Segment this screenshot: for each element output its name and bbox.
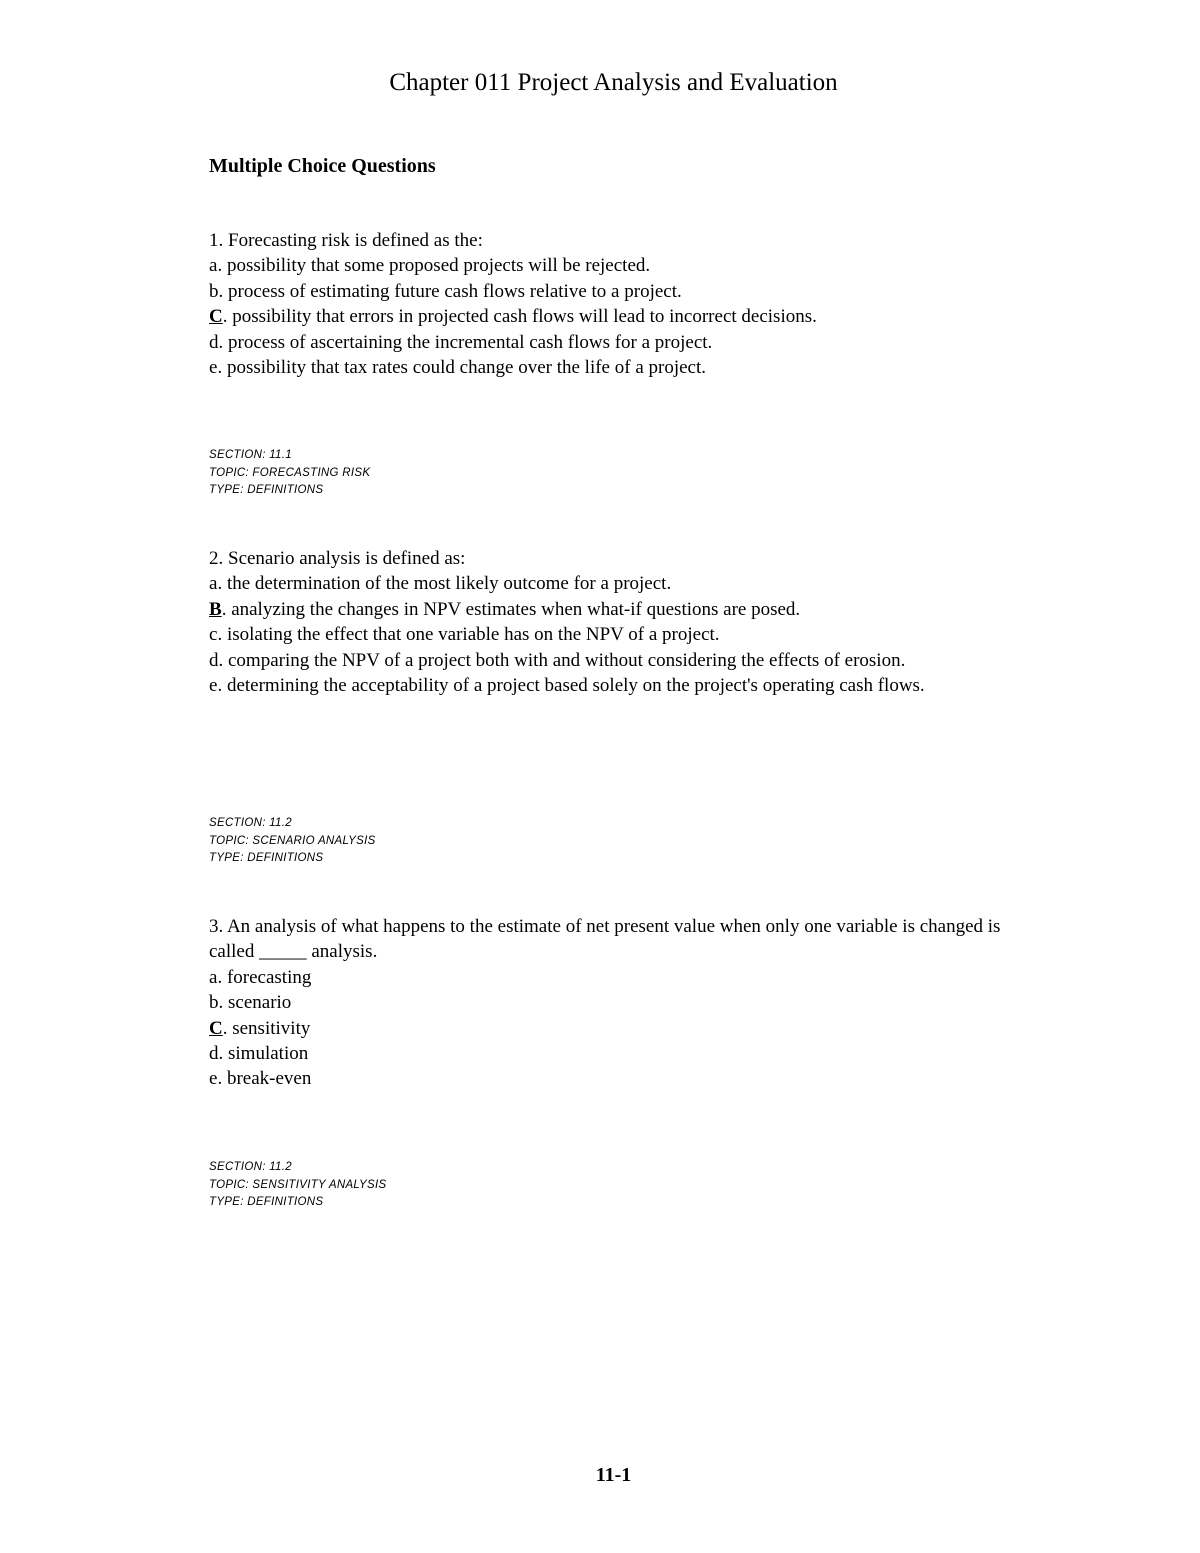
question-1 — [209, 228, 1029, 380]
meta-section: SECTION: 11.2 — [209, 1161, 292, 1173]
option-text: . process of estimating future cash flows relative to a project. — [218, 280, 682, 302]
option-text: . isolating the effect that one variable has on the NPV of a project. — [217, 624, 720, 646]
meta-section: SECTION: 11.2 — [209, 817, 292, 829]
question-2-metadata — [209, 815, 376, 868]
question-3-metadata — [209, 1159, 386, 1212]
meta-type: TYPE: DEFINITIONS — [209, 484, 324, 496]
option-text: . possibility that some proposed projects will be rejected. — [217, 255, 651, 277]
answer-option — [209, 1041, 1029, 1066]
answer-option — [209, 990, 1029, 1015]
question-2 — [209, 546, 1029, 698]
option-text: . simulation — [218, 1043, 309, 1065]
meta-type: TYPE: DEFINITIONS — [209, 852, 324, 864]
page-title: Chapter 011 Project Analysis and Evaluation — [389, 69, 838, 96]
correct-option-letter: C — [209, 306, 223, 328]
option-text: . the determination of the most likely outcome for a project. — [217, 573, 672, 595]
meta-section: SECTION: 11.1 — [209, 449, 292, 461]
option-letter: d — [209, 1043, 219, 1065]
question-stem: 1. Forecasting risk is defined as the: — [209, 230, 483, 251]
answer-option-correct — [209, 597, 1029, 622]
option-text: . sensitivity — [222, 1017, 311, 1039]
question-stem: 2. Scenario analysis is defined as: — [209, 548, 466, 569]
section-heading: Multiple Choice Questions — [209, 155, 436, 177]
answer-option — [209, 571, 1029, 596]
answer-option — [209, 253, 1029, 278]
option-letter: c — [209, 624, 218, 646]
answer-option — [209, 355, 1029, 380]
option-letter: e — [209, 1068, 218, 1090]
option-letter: d — [209, 649, 219, 671]
option-text: . scenario — [218, 992, 292, 1014]
correct-option-letter: B — [209, 598, 222, 620]
answer-option — [209, 622, 1029, 647]
option-text: . possibility that tax rates could change over the life of a project. — [217, 357, 707, 379]
answer-option — [209, 330, 1029, 355]
answer-option — [209, 965, 1029, 990]
option-text: . possibility that errors in projected cash flows will lead to incorrect decisions. — [222, 306, 817, 328]
question-1-metadata — [209, 447, 370, 500]
option-text: . forecasting — [217, 966, 312, 988]
option-letter: a — [209, 966, 218, 988]
option-letter: d — [209, 331, 219, 353]
correct-option-letter: C — [209, 1017, 223, 1039]
answer-option — [209, 1066, 1029, 1091]
meta-type: TYPE: DEFINITIONS — [209, 1196, 324, 1208]
option-letter: e — [209, 357, 218, 379]
answer-option-correct — [209, 304, 1029, 329]
answer-option — [209, 673, 1029, 698]
page-number: 11-1 — [595, 1464, 632, 1486]
answer-option-correct — [209, 1016, 1029, 1041]
option-text: . analyzing the changes in NPV estimates when what-if questions are posed. — [221, 598, 801, 620]
answer-option — [209, 648, 1029, 673]
option-letter: a — [209, 573, 218, 595]
meta-topic: TOPIC: SENSITIVITY ANALYSIS — [209, 1178, 387, 1191]
answer-option — [209, 279, 1029, 304]
option-text: . break-even — [217, 1068, 312, 1090]
option-letter: b — [209, 992, 219, 1014]
meta-topic: TOPIC: SCENARIO ANALYSIS — [209, 834, 376, 847]
option-text: . process of ascertaining the incremental cash flows for a project. — [218, 331, 713, 353]
option-letter: e — [209, 675, 218, 697]
question-stem: 3. An analysis of what happens to the estimate of net present value when only one variable is changed is called _____ analysis. — [209, 916, 1001, 963]
option-letter: a — [209, 255, 218, 277]
option-letter: b — [209, 280, 219, 302]
meta-topic: TOPIC: FORECASTING RISK — [209, 466, 371, 479]
option-text: . comparing the NPV of a project both with and without considering the effects of erosion. — [218, 649, 906, 671]
option-text: . determining the acceptability of a project based solely on the project's operating cash flows. — [217, 675, 925, 697]
question-3 — [209, 914, 1029, 1092]
